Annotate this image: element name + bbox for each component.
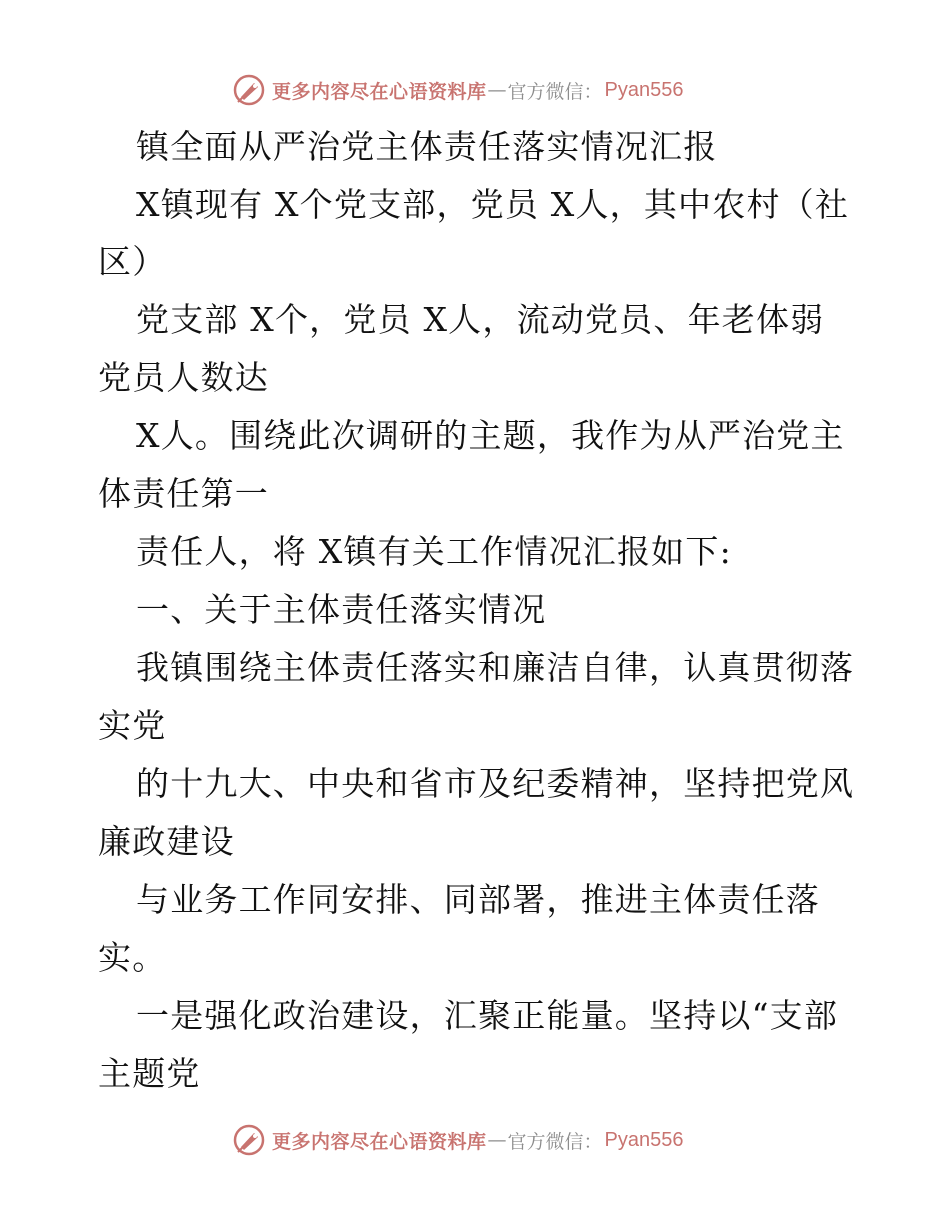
paragraph-line: 与业务工作同安排、同部署，推进主体责任落 — [136, 880, 820, 919]
pen-nib-logo-icon — [232, 73, 266, 107]
paragraph-line: 一是强化政治建设，汇聚正能量。坚持以“支部 — [136, 996, 839, 1035]
paragraph-line: 实。 — [98, 938, 167, 977]
document-title: 镇全面从严治党主体责任落实情况汇报 — [136, 127, 718, 166]
watermark-banner-top — [232, 70, 684, 110]
paragraph-line: 的十九大、中央和省市及纪委精神，坚持把党风 — [136, 764, 855, 803]
paragraph-line: 责任人，将 X镇有关工作情况汇报如下: — [136, 532, 732, 571]
section-heading: 一、关于主体责任落实情况 — [136, 590, 547, 629]
watermark-site-text: 更多内容尽在心语资料库 — [272, 1130, 487, 1153]
watermark-dash: — — [487, 1129, 507, 1151]
watermark-wechat-id: Pyan556 — [604, 78, 684, 101]
paragraph-line: 区） — [98, 242, 167, 281]
paragraph-line: 党支部 X个，党员 X人，流动党员、年老体弱 — [136, 300, 825, 339]
paragraph-line: 我镇围绕主体责任落实和廉洁自律，认真贯彻落 — [136, 648, 855, 687]
paragraph-line: 实党 — [98, 706, 167, 745]
watermark-wechat-label: 官方微信： — [507, 80, 603, 103]
watermark-site-text: 更多内容尽在心语资料库 — [272, 80, 487, 103]
paragraph-line: 主题党 — [98, 1054, 201, 1093]
watermark-dash: — — [487, 79, 507, 101]
paragraph-line: X镇现有 X个党支部，党员 X人，其中农村（社 — [136, 185, 850, 224]
watermark-wechat-id: Pyan556 — [604, 1128, 684, 1151]
paragraph-line: 体责任第一 — [98, 474, 269, 513]
paragraph-line: X人。围绕此次调研的主题，我作为从严治党主 — [136, 416, 845, 455]
pen-nib-logo-icon — [232, 1123, 266, 1157]
watermark-banner-bottom — [232, 1120, 684, 1160]
paragraph-line: 党员人数达 — [98, 358, 269, 397]
paragraph-line: 廉政建设 — [98, 822, 235, 861]
watermark-wechat-label: 官方微信： — [507, 1130, 603, 1153]
